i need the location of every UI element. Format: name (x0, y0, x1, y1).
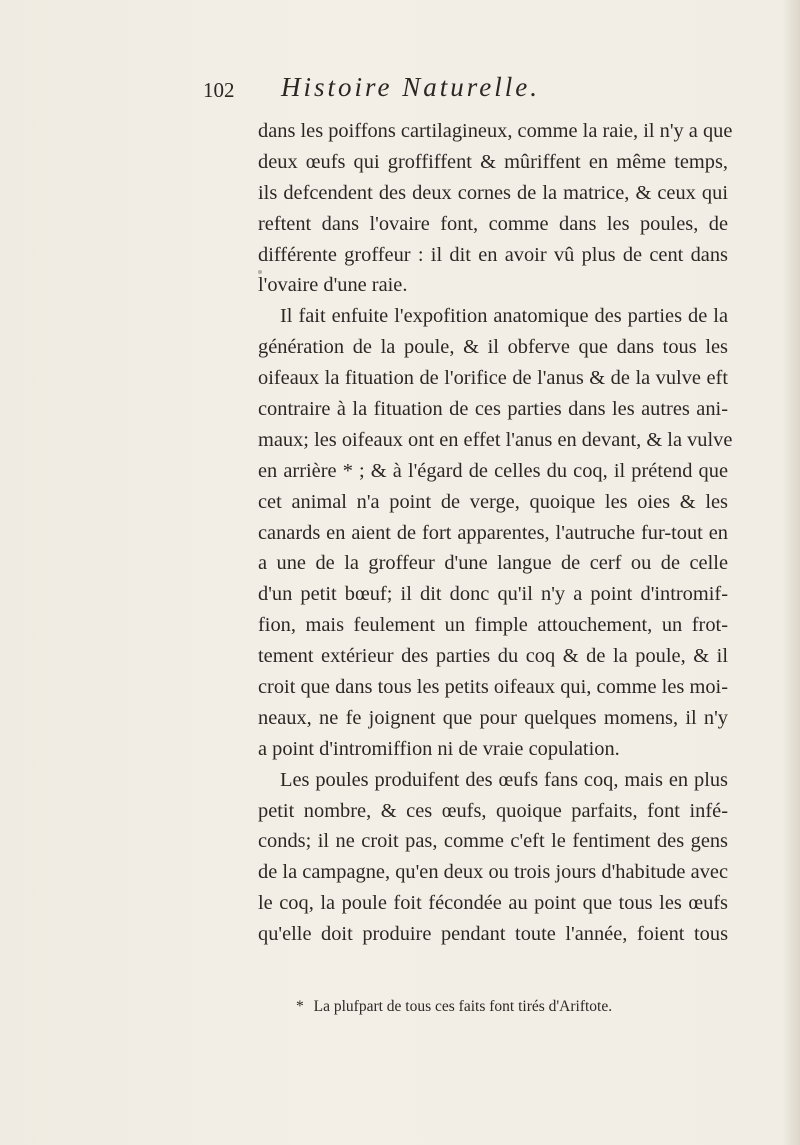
text-line: tement extérieur des parties du coq & de la poule, & il (258, 645, 728, 668)
text-line: fion, mais feulement un fimple attouchement, un frot- (258, 614, 728, 637)
running-title: Histoire Naturelle. (281, 72, 540, 102)
text-line: le coq, la poule foit fécondée au point que tous les œufs (258, 892, 728, 915)
text-line: a une de la groffeur d'une langue de cerf ou de celle (258, 552, 728, 575)
page-number: 102 (203, 78, 235, 102)
text-line: petit nombre, & ces œufs, quoique parfaits, font infé- (258, 799, 728, 822)
text-line: dans les poiffons cartilagineux, comme la raie, il n'y a que (258, 120, 733, 142)
page-edge-shadow (782, 0, 800, 1145)
text-line: neaux, ne fe joignent que pour quelques momens, il n'y (258, 706, 728, 729)
paper-spot (258, 270, 262, 274)
text-line: croit que dans tous les petits oifeaux qui, comme les moi- (258, 676, 728, 699)
text-line: oifeaux la fituation de l'orifice de l'anus & de la vulve eft (258, 367, 728, 390)
page-header (203, 72, 673, 108)
footnote-marker: * (296, 998, 304, 1015)
text-line: de la campagne, qu'en deux ou trois jours d'habitude avec (258, 861, 728, 884)
text-line: différente groffeur : il dit en avoir vû plus de cent dans (258, 243, 728, 266)
text-line: conds; il ne croit pas, comme c'eft le fentiment des gens (258, 830, 728, 853)
body-text (258, 116, 733, 950)
text-line: génération de la poule, & il obferve que dans tous les (258, 336, 728, 359)
text-line: ils defcendent des deux cornes de la matrice, & ceux qui (258, 181, 728, 204)
footnote (296, 998, 612, 1016)
text-line: l'ovaire d'une raie. (258, 274, 408, 297)
text-line: cet animal n'a point de verge, quoique les oies & les (258, 490, 728, 513)
text-line: en arrière * ; & à l'égard de celles du coq, il prétend que (258, 459, 728, 482)
text-line: canards en aient de fort apparentes, l'autruche fur-tout en (258, 521, 728, 544)
text-line: deux œufs qui groffiffent & mûriffent en même temps, (258, 150, 728, 173)
text-line: d'un petit bœuf; il dit donc qu'il n'y a point d'intromif- (258, 583, 728, 606)
text-line: qu'elle doit produire pendant toute l'année, foient tous (258, 923, 728, 946)
text-line: reftent dans l'ovaire font, comme dans les poules, de (258, 212, 728, 235)
text-line: a point d'intromiffion ni de vraie copulation. (258, 737, 620, 760)
text-line: Les poules produifent des œufs fans coq, mais en plus (280, 768, 728, 791)
text-line: contraire à la fituation de ces parties dans les autres ani- (258, 398, 728, 421)
text-line: Il fait enfuite l'expofition anatomique des parties de la (280, 305, 728, 328)
footnote-text: La plufpart de tous ces faits font tirés d'Ariftote. (313, 998, 613, 1015)
text-line: maux; les oifeaux ont en effet l'anus en devant, & la vulve (258, 428, 733, 451)
